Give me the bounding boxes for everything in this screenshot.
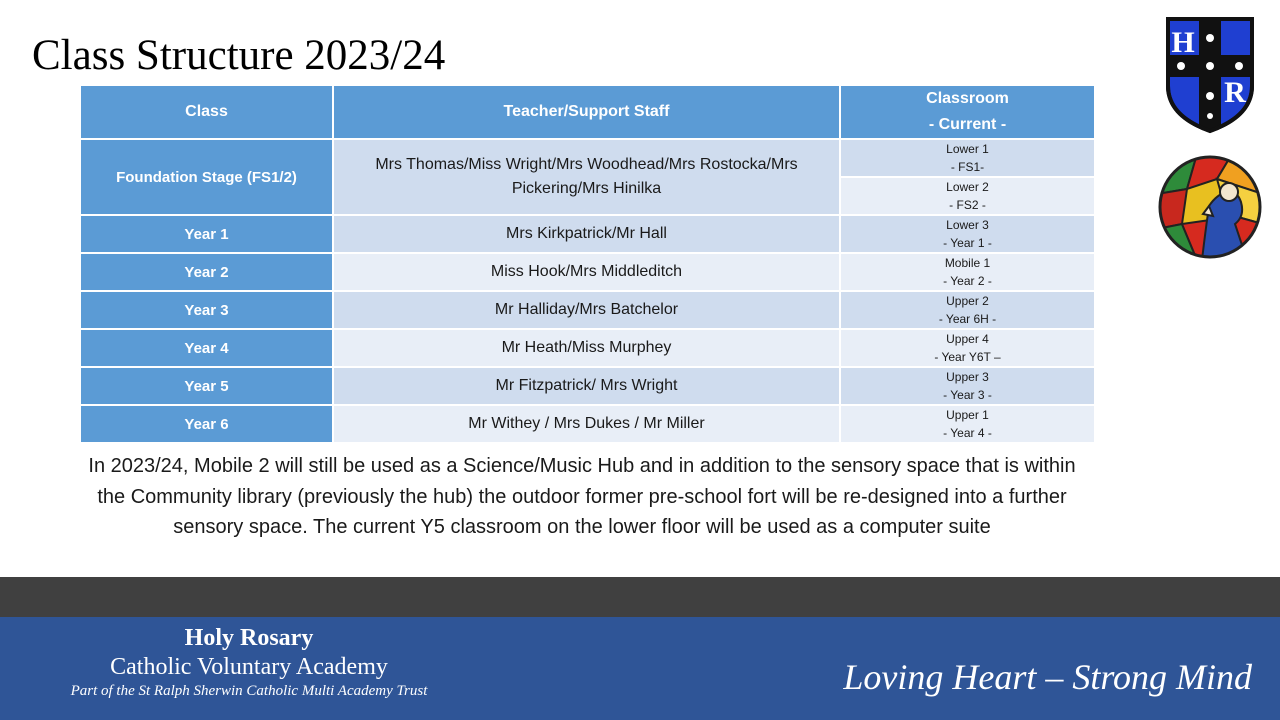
header-classroom-line1: Classroom [926,90,1009,107]
class-cell: Year 6 [80,405,333,443]
classroom-current: - FS1- [950,160,985,174]
teacher-cell: Mrs Kirkpatrick/Mr Hall [333,215,840,253]
classroom-current: - Year Y6T – [934,350,1001,364]
table-header-row [80,85,1095,139]
logo-letter-r: R [1224,76,1246,109]
table-row [80,329,1095,367]
header-classroom [840,85,1095,139]
classroom-cell [840,139,1095,177]
classroom-cell [840,291,1095,329]
footer [0,617,1280,720]
classroom-current: - Year 3 - [943,388,992,402]
teacher-cell: Mr Heath/Miss Murphey [333,329,840,367]
stained-glass-emblem [1157,154,1263,260]
classroom-cell [840,329,1095,367]
school-shield-logo [1165,16,1255,134]
page-title: Class Structure 2023/24 [32,32,446,79]
classroom-cell [840,177,1095,215]
teacher-cell: Miss Hook/Mrs Middleditch [333,253,840,291]
header-teacher: Teacher/Support Staff [333,85,840,139]
class-cell: Year 3 [80,291,333,329]
teacher-cell: Mr Halliday/Mrs Batchelor [333,291,840,329]
footer-trust: Part of the St Ralph Sherwin Catholic Multi Academy Trust [70,683,428,699]
logo-letter-h: H [1171,26,1195,59]
table-row [80,405,1095,443]
classroom-name: Lower 2 [946,180,989,194]
teacher-cell: Mr Fitzpatrick/ Mrs Wright [333,367,840,405]
class-cell: Year 4 [80,329,333,367]
footer-school-name: Holy Rosary [184,625,314,651]
class-structure-table [79,84,1096,444]
table-row [80,291,1095,329]
class-cell: Year 5 [80,367,333,405]
classroom-cell [840,215,1095,253]
teacher-cell: Mr Withey / Mrs Dukes / Mr Miller [333,405,840,443]
header-class: Class [80,85,333,139]
footer-school-type: Catholic Voluntary Academy [110,654,388,680]
classroom-note: In 2023/24, Mobile 2 will still be used as a Science/Music Hub and in addition to the sensory space that is within the Community library (previously the hub) the outdoor former pre-school fort will be re-designed into a further sensory space. The current Y5 classroom on the lower floor will be used as a computer suite [88,455,1076,538]
classroom-current: - Year 2 - [943,274,992,288]
classroom-current: - Year 6H - [938,312,997,326]
footer-motto: Loving Heart – Strong Mind [843,657,1252,697]
classroom-current: - Year 1 - [943,236,992,250]
classroom-current: - FS2 - [949,198,986,212]
teacher-cell: Mrs Thomas/Miss Wright/Mrs Woodhead/Mrs Rostocka/Mrs Pickering/Mrs Hinilka [333,139,840,215]
classroom-name: Lower 3 [946,218,989,232]
classroom-name: Upper 1 [946,408,989,422]
classroom-name: Lower 1 [946,142,989,156]
table-row [80,253,1095,291]
header-classroom-line2: - Current - [928,116,1007,133]
classroom-cell [840,253,1095,291]
classroom-name: Mobile 1 [944,256,991,270]
classroom-name: Upper 3 [946,370,989,384]
classroom-current: - Year 4 - [943,426,992,440]
table-row [80,367,1095,405]
class-cell: Foundation Stage (FS1/2) [80,139,333,215]
classroom-name: Upper 4 [946,332,989,346]
classroom-cell [840,367,1095,405]
classroom-name: Upper 2 [946,294,989,308]
footer-dark-band [0,577,1280,617]
classroom-cell [840,405,1095,443]
table-row [80,215,1095,253]
class-cell: Year 2 [80,253,333,291]
table-row [80,139,1095,177]
class-cell: Year 1 [80,215,333,253]
